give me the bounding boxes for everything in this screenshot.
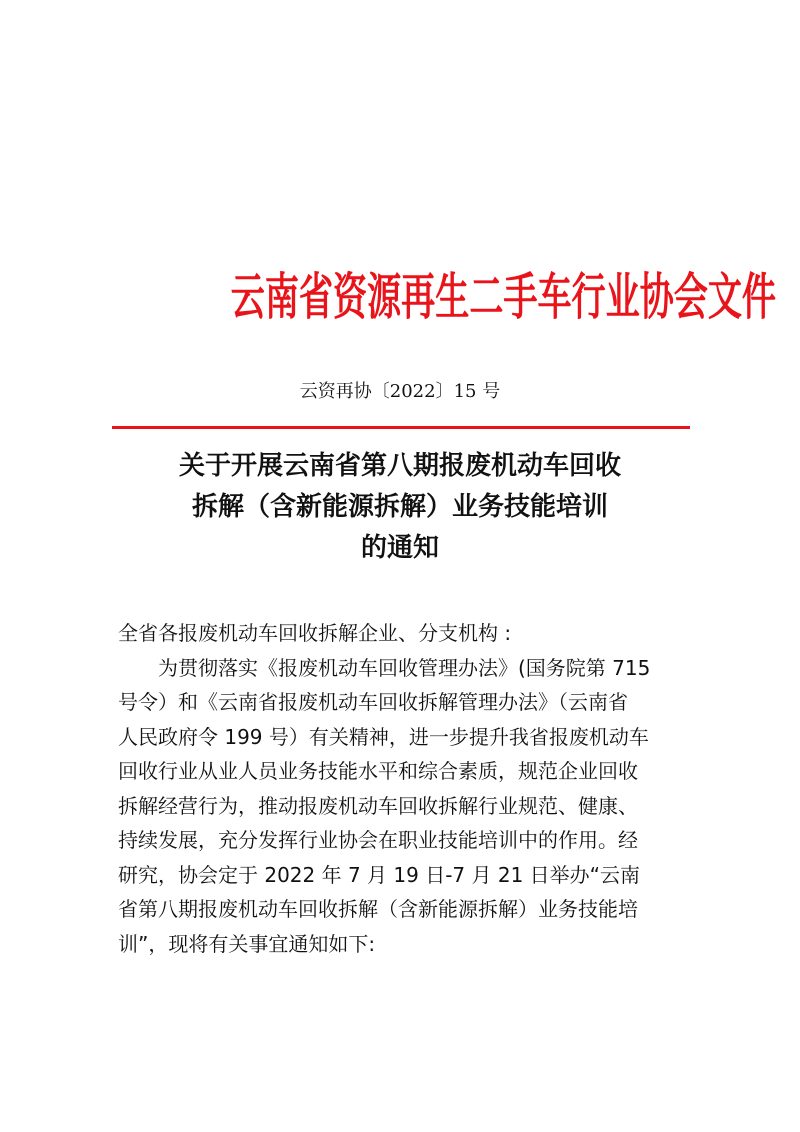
notice-title-line-1: 关于开展云南省第八期报废机动车回收 [178, 451, 621, 481]
red-divider-line [112, 426, 690, 429]
notice-title [110, 446, 690, 569]
body-line-5: 拆解经营行为，推动报废机动车回收拆解行业规范、健康、 [118, 793, 638, 818]
org-header-title: 云南省资源再生二手车行业协会文件 [230, 267, 776, 326]
notice-title-line-3: 的通知 [360, 533, 439, 563]
body-line-8: 省第八期报废机动车回收拆解（含新能源拆解）业务技能培 [118, 897, 638, 921]
body-line-7: 研究，协会定于 2022 年 7 月 19 日-7 月 21 日举办“云南 [118, 862, 641, 887]
body-line-6: 持续发展，充分发挥行业协会在职业技能培训中的作用。经 [118, 828, 638, 852]
body-line-1: 为贯彻落实《报废机动车回收管理办法》(国务院第 715 [158, 655, 651, 680]
body-line-3: 人民政府令 199 号）有关精神，进一步提升我省报废机动车 [118, 724, 649, 749]
notice-body [118, 616, 690, 961]
body-line-4: 回收行业从业人员业务技能水平和综合素质，规范企业回收 [118, 759, 638, 783]
document-number: 云资再协〔2022〕15 号 [299, 381, 501, 402]
notice-title-line-2: 拆解（含新能源拆解）业务技能培训 [191, 492, 608, 522]
body-line-9: 训”，现将有关事宜通知如下: [118, 931, 376, 956]
body-line-2: 号令）和《云南省报废机动车回收拆解管理办法》（云南省 [118, 690, 628, 714]
addressee-line: 全省各报废机动车回收拆解企业、分支机构 : [118, 621, 512, 645]
